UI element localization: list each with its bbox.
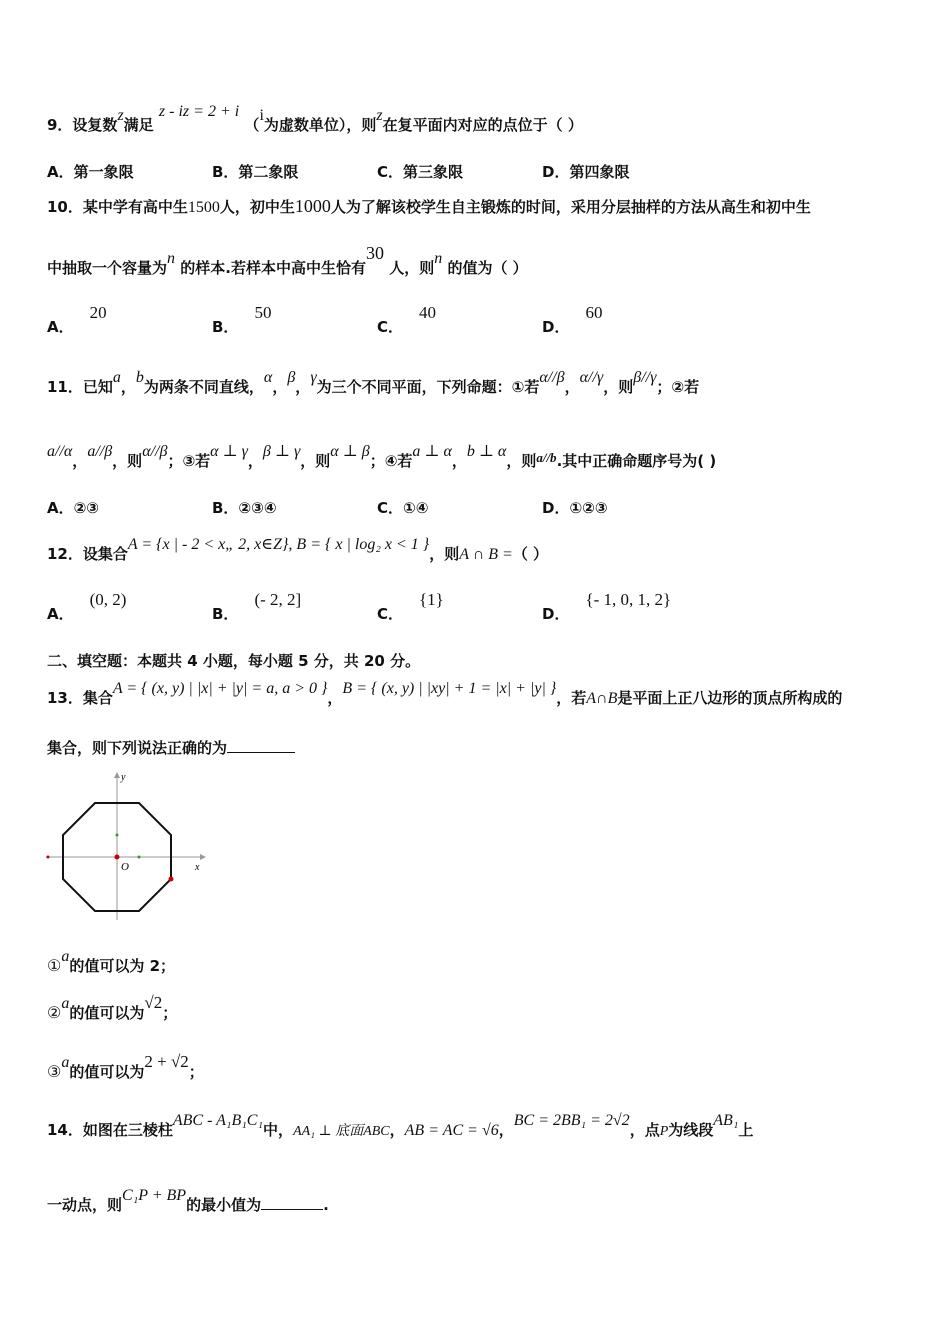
q14-expression: C₁P + BP (122, 1187, 187, 1204)
q10-n30: 30 (365, 243, 384, 263)
q13-line2 (47, 737, 295, 758)
q9-z1: z (117, 107, 124, 124)
q10-option-a (47, 303, 107, 337)
q10-text6: 人，则 (389, 259, 435, 277)
q11-line2: a//α，a//β，则α//β；③若α ⊥ γ，β ⊥ γ，则α ⊥ β；④若a ⊥ α，b ⊥ α，则a//b.其中正确命题序号为( ) (47, 443, 717, 470)
q10-text3: 人为了解该校学生自主锻炼的时间，采用分层抽样的方法从高生和初中生 (330, 198, 811, 216)
x-axis-label: x (195, 862, 200, 873)
q11-then2: ，则 (112, 452, 143, 470)
q11-text2: 为两条不同直线， (143, 378, 264, 396)
octagon-figure (44, 770, 206, 922)
q13-statement-1 (47, 948, 176, 976)
q10-option-a-value: 20 (89, 303, 107, 322)
q13-statement-2 (47, 993, 178, 1023)
section-fill-in-heading: 二、填空题：本题共 4 小题，每小题 5 分，共 20 分。 (47, 652, 421, 670)
q13-text1: ，若 (556, 689, 587, 707)
q12-sets: A = {x | - 2 < x„ 2, x∈Z}, B = { x | log₂ x < 1 } (127, 536, 430, 553)
vertex-point (169, 877, 174, 882)
q14-zhong: 中， (263, 1121, 294, 1139)
q10-n1500: 1500 (187, 199, 220, 216)
q11-a: a (112, 369, 121, 386)
q13-s2-mark: ② (47, 1005, 62, 1022)
q13-num: 13．集合 (47, 689, 113, 707)
q12-paren: （ ） (512, 545, 549, 563)
x-axis-arrow (200, 854, 206, 860)
q9-line (47, 103, 583, 135)
q14-wei: 为线段 (668, 1121, 714, 1139)
origin-point (115, 855, 120, 860)
q13-s3-text: 的值可以为 (69, 1063, 145, 1081)
q10-option-b-label: B． (212, 318, 239, 336)
q10-n-var2: n (434, 250, 443, 267)
q14-end: . (323, 1196, 329, 1214)
q12-option-d-value: {- 1, 0, 1, 2} (585, 590, 672, 609)
q13-s3-value: 2 + √2 (144, 1052, 189, 1071)
q10-option-d (542, 303, 603, 337)
q13-s1-var: a (61, 948, 70, 965)
q11-text1: 11．已知 (47, 378, 113, 396)
q13-intersection: A∩B (586, 690, 618, 707)
q12-option-d-label: D． (542, 605, 570, 623)
q12-option-c-label: C． (377, 605, 404, 623)
q9-t4: 在复平面内对应的点位于（ ） (382, 116, 583, 134)
q13-answer-blank[interactable] (227, 738, 295, 753)
q9-num: 9．设复数 (47, 116, 118, 134)
q10-text2: 人，初中生 (219, 198, 295, 216)
q13-s2-value: √2 (144, 993, 163, 1012)
q10-text7: 的值为（ ） (447, 259, 528, 277)
q9-option-d: D．第四象限 (542, 163, 630, 181)
q10-option-c (377, 303, 437, 337)
q11-option-a: A．②③ (47, 499, 100, 517)
q12-option-b-label: B． (212, 605, 239, 623)
q14-text3: 的最小值为 (186, 1196, 262, 1214)
q14-cond2: AB = AC = √6 (404, 1122, 499, 1139)
q11-b: b (135, 369, 144, 386)
q10-option-c-value: 40 (419, 303, 437, 322)
q11-cond1: α//β (539, 369, 565, 386)
q13-s2-end: ； (162, 1004, 178, 1022)
q10-option-b-value: 50 (254, 303, 272, 322)
q14-cond3: BC = 2BB₁ = 2√2 (513, 1112, 630, 1129)
q11-beta: β (287, 369, 296, 386)
q10-text5: 的样本.若样本中高中生恰有 (180, 259, 366, 277)
q10-text4: 中抽取一个容量为 (47, 259, 168, 277)
q11-cond11: b ⊥ α (466, 443, 507, 460)
q14-segment: AB₁ (713, 1112, 739, 1129)
q11-cond4: a//α (47, 443, 73, 460)
origin-label: O (121, 861, 129, 873)
q11-then3: ，则 (300, 452, 331, 470)
q11-cond9: α ⊥ β (330, 443, 370, 460)
q11-cond12: a//b (536, 450, 557, 465)
q14-shang: 上 (738, 1121, 754, 1139)
q10-option-d-value: 60 (585, 303, 603, 322)
q13-s2-var: a (61, 995, 70, 1012)
y-axis-arrow (114, 772, 120, 778)
q13-s1-mark: ① (47, 958, 62, 975)
q11-option-b: B．②③④ (212, 499, 277, 517)
q14-prism: ABC - A₁B₁C₁ (172, 1112, 264, 1129)
q10-text1: 10．某中学有高中生 (47, 198, 188, 216)
q11-cond8: β ⊥ γ (262, 443, 301, 460)
q13-statement-3 (47, 1052, 204, 1082)
q11-option-d: D．①②③ (542, 499, 608, 517)
q12-option-b (212, 590, 302, 624)
q9-t2: （ (244, 116, 260, 134)
q11-text4: ；②若 (656, 378, 700, 396)
q12-then: ，则 (429, 545, 460, 563)
q10-line2 (47, 243, 528, 278)
q11-line1: 11．已知a，b为两条不同直线，α，β，γ为三个不同平面，下列命题：①若α//β，α//γ，则β//γ；②若 (47, 369, 700, 396)
q9-equation: z - iz = 2 + i (158, 103, 240, 120)
q13-s3-mark: ③ (47, 1064, 62, 1081)
q14-line1: 14．如图在三棱柱ABC - A₁B₁C₁中，AA₁ ⊥ 底面ABC，AB = AC = √6，BC = 2BB₁ = 2√2，点P为线段AB₁上 (47, 1112, 754, 1139)
q10-line1 (47, 196, 811, 217)
q12-line (47, 536, 549, 564)
q11-text6: ；④若 (369, 452, 413, 470)
q11-cond2: α//γ (579, 369, 604, 386)
q9-t3: 为虚数单位），则 (263, 116, 377, 134)
q12-option-a (47, 590, 127, 624)
q9-option-c: C．第三象限 (377, 163, 464, 181)
q9-t1: 满足 (123, 116, 154, 134)
q12-option-a-value: (0, 2) (89, 590, 127, 609)
q14-answer-blank[interactable] (261, 1195, 323, 1210)
q11-text3: 为三个不同平面，下列命题：①若 (316, 378, 540, 396)
axis-point-left (47, 856, 50, 859)
q13-s1-text: 的值可以为 2； (69, 957, 176, 975)
q10-option-c-label: C． (377, 318, 404, 336)
q11-then1: ，则 (603, 378, 634, 396)
q14-num: 14．如图在三棱柱 (47, 1121, 173, 1139)
q14-cond1: AA₁ ⊥ 底面ABC (293, 1124, 390, 1139)
q11-gamma: γ (310, 369, 317, 386)
q12-option-c (377, 590, 444, 624)
y-axis-label: y (121, 772, 126, 783)
q13-text3: 集合，则下列说法正确的为 (47, 739, 228, 757)
q12-num: 12．设集合 (47, 545, 128, 563)
q10-option-d-label: D． (542, 318, 570, 336)
q12-option-c-value: {1} (419, 590, 444, 609)
q9-option-a: A．第一象限 (47, 163, 134, 181)
q13-text2: 是平面上正八边形的顶点所构成的 (617, 689, 843, 707)
q13-setB: B = { (x, y) | |xy| + 1 = |x| + |y| } (342, 680, 557, 697)
q10-n-var1: n (167, 250, 176, 267)
q11-text5: ；③若 (167, 452, 211, 470)
q9-z2: z (376, 107, 383, 124)
q12-intersection: A ∩ B = (459, 546, 513, 563)
q10-option-b (212, 303, 272, 337)
q11-alpha: α (263, 369, 273, 386)
q14-text2: 一动点，则 (47, 1196, 123, 1214)
q14-line2 (47, 1187, 329, 1215)
q11-then4: ，则 (506, 452, 537, 470)
q11-cond5: a//β (87, 443, 113, 460)
q13-s3-end: ； (188, 1063, 204, 1081)
q9-i: i (259, 107, 264, 124)
q11-cond3: β//γ (633, 369, 657, 386)
axis-point-top (116, 834, 119, 837)
axis-point-right (138, 856, 141, 859)
q10-option-a-label: A． (47, 318, 74, 336)
q11-sep1: ， (120, 378, 136, 396)
q12-option-a-label: A． (47, 605, 74, 623)
q11-cond7: α ⊥ γ (210, 443, 248, 460)
q11-text7: .其中正确命题序号为( ) (556, 452, 717, 470)
q10-n1000: 1000 (294, 196, 331, 216)
q11-cond10: a ⊥ α (412, 443, 452, 460)
q14-p: P (659, 1124, 669, 1139)
q13-s2-text: 的值可以为 (69, 1004, 145, 1022)
q12-option-d (542, 590, 672, 624)
q13-setA: A = { (x, y) | |x| + |y| = a, a > 0 } (112, 680, 328, 697)
q11-option-c: C．①④ (377, 499, 429, 517)
q12-option-b-value: (- 2, 2] (254, 590, 302, 609)
q11-cond6: α//β (142, 443, 168, 460)
q14-dian: ，点 (629, 1121, 660, 1139)
q13-s3-var: a (61, 1054, 70, 1071)
q13-line1: 13．集合A = { (x, y) | |x| + |y| = a, a > 0 }，B = { (x, y) | |xy| + 1 = |x| + |y| }，若A∩B是平面上正八边形的顶点所构成的 (47, 680, 843, 707)
q9-option-b: B．第二象限 (212, 163, 299, 181)
